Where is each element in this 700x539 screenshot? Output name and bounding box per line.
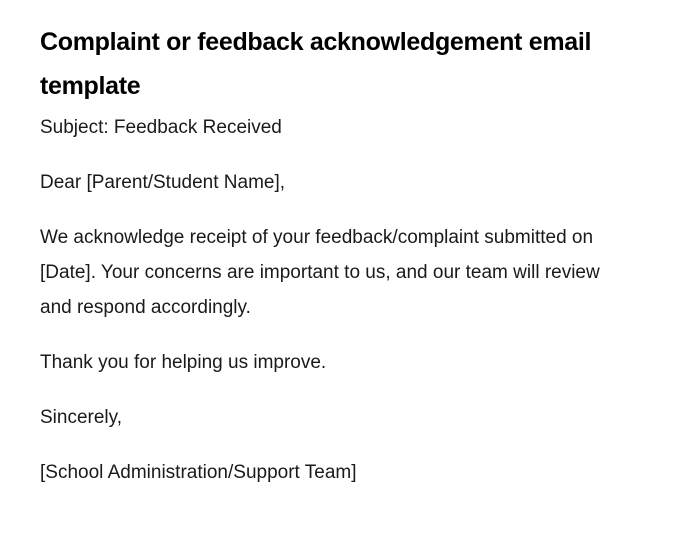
email-salutation: Dear [Parent/Student Name], — [40, 172, 286, 193]
email-signature: [School Administration/Support Team] — [40, 462, 357, 483]
email-closing: Sincerely, — [40, 407, 123, 428]
document-title: Complaint or feedback acknowledgement email template — [40, 28, 592, 100]
email-thanks-line: Thank you for helping us improve. — [40, 352, 327, 373]
email-body-paragraph: We acknowledge receipt of your feedback/complaint submitted on [Date]. Your concerns are important to us, and our team will review and respond accordingly. — [40, 227, 600, 318]
email-subject-line: Subject: Feedback Received — [40, 117, 282, 138]
email-template-document — [40, 20, 630, 490]
